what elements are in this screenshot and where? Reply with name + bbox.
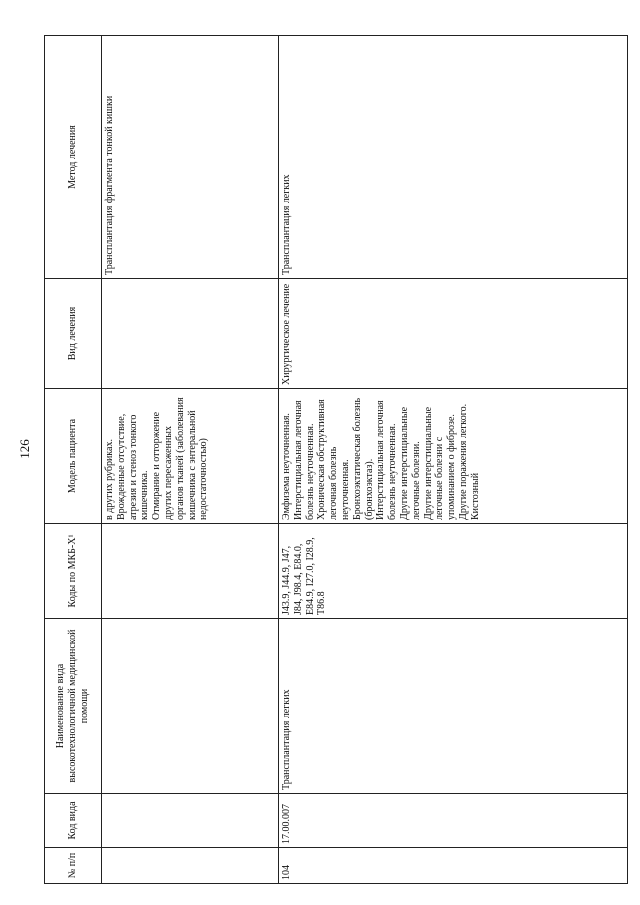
cell-name: [102, 619, 279, 794]
header-num: № п/п: [45, 848, 102, 884]
cell-model: Эмфизема неуточненная. Интерстициальная легочная болезнь неуточненная. Хроническая обструктивная легочная болезнь неуточненная. Бронхоэктатическая болезнь (бронхоэктаз). Интерстициальная легочная болезнь неуточненная. Другие интерстициальные легочные болезни. Другие интерстициальные легочные болезни с упоминанием о фиброзе. Другие поражения легкого. Кистозный: [279, 389, 628, 524]
header-mkb: Коды по МКБ-Х¹: [45, 524, 102, 619]
page-number: 126: [17, 439, 32, 459]
table-stage: [44, 36, 632, 884]
header-name: Наименование вида высокотехнологичной медицинской помощи: [45, 619, 102, 794]
header-method: Метод лечения: [45, 36, 102, 279]
cell-mkb: J43.9, J44.9, J47, J84, J98.4, E84.0, E84.9, I27.0, I28.9, T86.8: [279, 524, 628, 619]
cell-method: Трансплантация фрагмента тонкой кишки: [102, 36, 279, 279]
cell-type: [102, 279, 279, 389]
cell-code: [102, 794, 279, 848]
cell-model: в других рубриках. Врожденные отсутствие, атрезия и стеноз тонкого кишечника. Отмирание и отторжение других пересаженных органов тканей (заболевания кишечника с энтеральной недостаточностью): [102, 389, 279, 524]
cell-name: Трансплантация легких: [279, 619, 628, 794]
header-type: Вид лечения: [45, 279, 102, 389]
header-code: Код вида: [45, 794, 102, 848]
cell-method: Трансплантация легких: [279, 36, 628, 279]
cell-mkb: [102, 524, 279, 619]
cell-type: Хирургическое лечение: [279, 279, 628, 389]
table-header-row: [45, 36, 102, 884]
cell-num: 104: [279, 848, 628, 884]
table-row: [279, 36, 628, 884]
cell-num: [102, 848, 279, 884]
rotated-table-wrapper: [44, 36, 632, 884]
header-model: Модель пациента: [45, 389, 102, 524]
table-row: [102, 36, 279, 884]
treatment-table: [44, 35, 628, 884]
cell-code: 17.00.007: [279, 794, 628, 848]
